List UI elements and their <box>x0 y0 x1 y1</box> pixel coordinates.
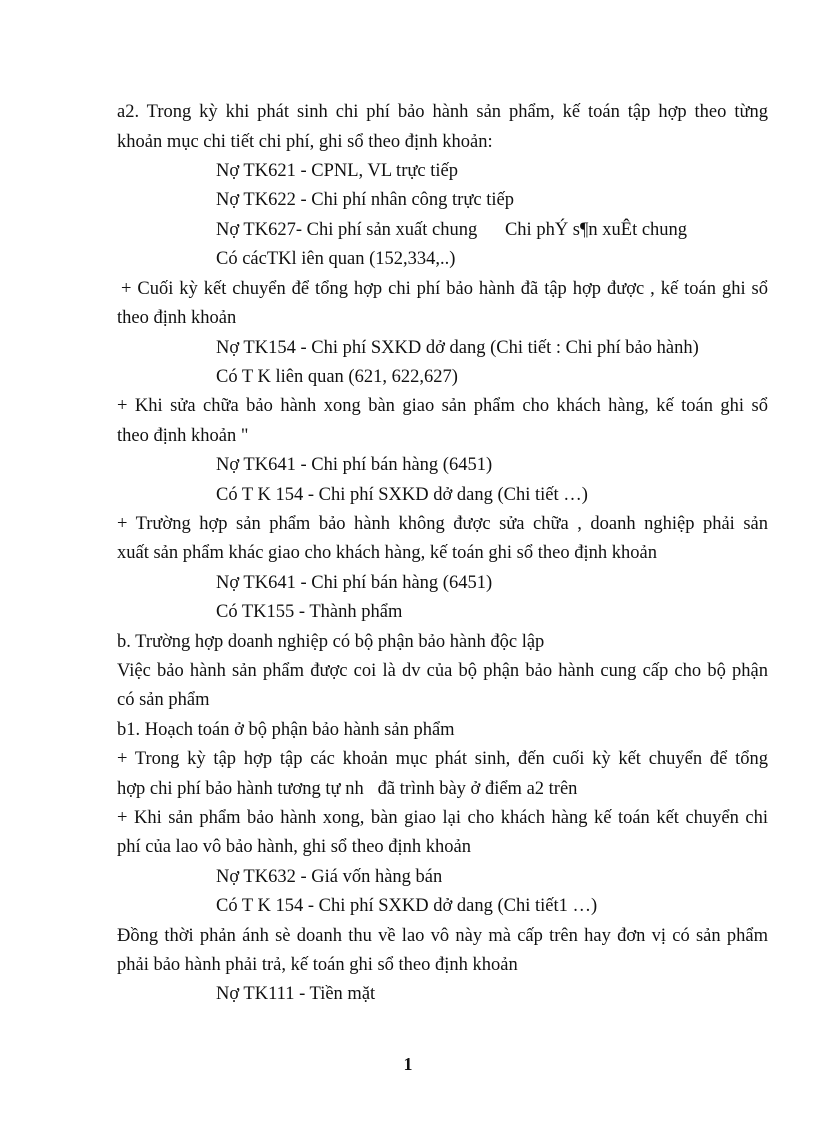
paragraph-line: a2. Trong kỳ khi phát sinh chi phí bảo hành sản phẩm, kế toán tập hợp theo từng <box>117 102 768 122</box>
journal-entry-line: Có T K 154 - Chi phí SXKD dở dang (Chi tiết1 …) <box>216 896 598 916</box>
page-number: 1 <box>403 1054 413 1074</box>
journal-entry-line: Nợ TK154 - Chi phí SXKD dở dang (Chi tiết : Chi phí bảo hành) <box>216 338 699 358</box>
section-heading: b. Trường hợp doanh nghiệp có bộ phận bảo hành độc lập <box>117 632 545 652</box>
journal-entry-line: Có cácTKl iên quan (152,334,..) <box>216 249 456 269</box>
paragraph-line: hợp chi phí bảo hành tương tự nh đã trình bày ở điểm a2 trên <box>117 779 578 799</box>
paragraph-line: + Trường hợp sản phẩm bảo hành không được sửa chữa , doanh nghiệp phải sản <box>117 514 768 534</box>
journal-entry-line: Có T K 154 - Chi phí SXKD dở dang (Chi tiết …) <box>216 485 588 505</box>
paragraph-line: phải bảo hành phải trả, kế toán ghi sổ theo định khoản <box>117 955 518 975</box>
paragraph-line: có sản phẩm <box>117 690 210 710</box>
paragraph-line: + Khi sửa chữa bảo hành xong bàn giao sản phẩm cho khách hàng, kế toán ghi sổ <box>117 396 768 416</box>
journal-entry-line: Nợ TK622 - Chi phí nhân công trực tiếp <box>216 190 514 210</box>
journal-entry-line: Nợ TK641 - Chi phí bán hàng (6451) <box>216 573 493 593</box>
paragraph-line: + Cuối kỳ kết chuyển để tổng hợp chi phí bảo hành đã tập hợp được , kế toán ghi sổ <box>121 279 768 299</box>
paragraph-line: phí của lao vô bảo hành, ghi sổ theo định khoản <box>117 837 472 857</box>
paragraph-line: theo định khoản " <box>117 426 249 446</box>
journal-entry-line: Nợ TK621 - CPNL, VL trực tiếp <box>216 161 458 181</box>
journal-entry-line: Nợ TK627- Chi phí sản xuất chung Chi phÝ s¶n xuÊt chung <box>216 220 688 240</box>
journal-entry-line: Có TK155 - Thành phẩm <box>216 602 403 622</box>
section-heading: b1. Hoạch toán ở bộ phận bảo hành sản phẩm <box>117 720 455 740</box>
journal-entry-line: Nợ TK632 - Giá vốn hàng bán <box>216 867 443 887</box>
paragraph-line: khoản mục chi tiết chi phí, ghi sổ theo định khoản: <box>117 132 493 152</box>
paragraph-line: + Trong kỳ tập hợp tập các khoản mục phát sinh, đến cuối kỳ kết chuyển để tổng <box>117 749 768 769</box>
journal-entry-line: Có T K liên quan (621, 622,627) <box>216 367 458 387</box>
journal-entry-line: Nợ TK641 - Chi phí bán hàng (6451) <box>216 455 493 475</box>
paragraph-line: theo định khoản <box>117 308 237 328</box>
paragraph-line: xuất sản phẩm khác giao cho khách hàng, kế toán ghi sổ theo định khoản <box>117 543 657 563</box>
paragraph-line: + Khi sản phẩm bảo hành xong, bàn giao lại cho khách hàng kế toán kết chuyển chi <box>117 808 768 828</box>
paragraph-line: Đồng thời phản ánh sè doanh thu về lao vô này mà cấp trên hay đơn vị có sản phẩm <box>117 926 768 946</box>
journal-entry-line: Nợ TK111 - Tiền mặt <box>216 984 376 1004</box>
paragraph-line: Việc bảo hành sản phẩm được coi là dv của bộ phận bảo hành cung cấp cho bộ phận <box>117 661 768 681</box>
